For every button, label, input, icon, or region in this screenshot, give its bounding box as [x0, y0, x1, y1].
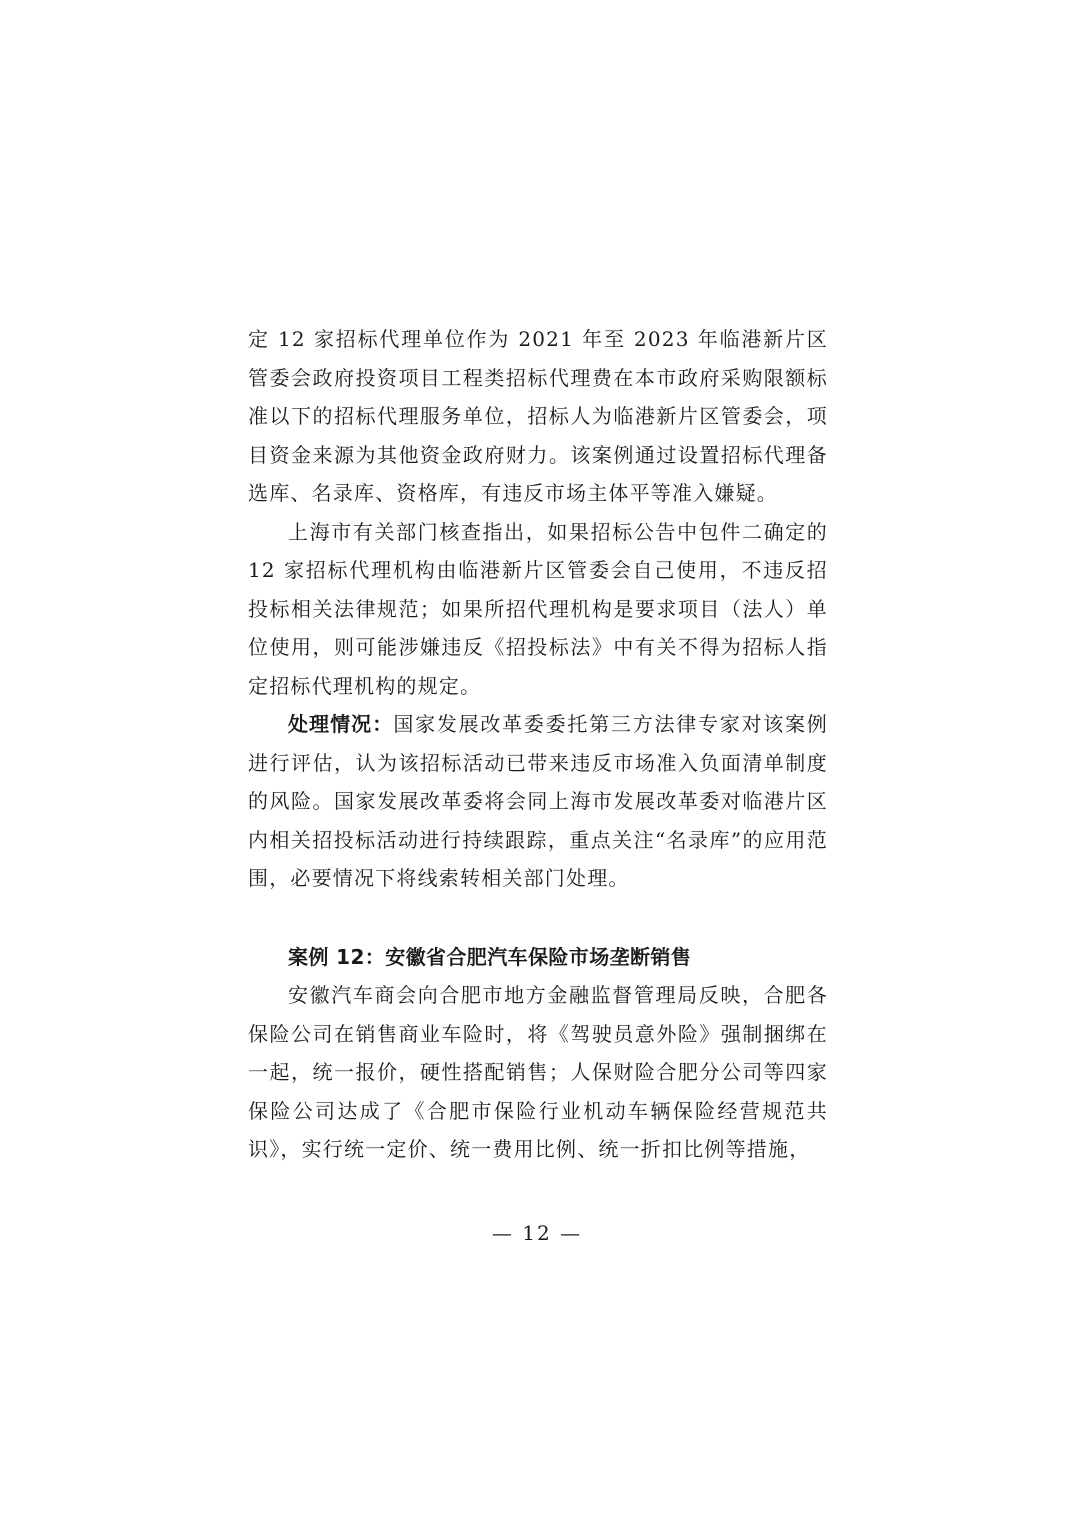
document-body: [248, 320, 828, 1169]
case-heading: 案例 12：安徽省合肥汽车保险市场垄断销售: [288, 944, 692, 969]
handling-lead-label: 处理情况：: [288, 712, 394, 736]
paragraph-continuation: 定 12 家招标代理单位作为 2021 年至 2023 年临港新片区管委会政府投资项目工程类招标代理费在本市政府采购限额标准以下的招标代理服务单位，招标人为临港新片区管委会，项目资金来源为其他资金政府财力。该案例通过设置招标代理备选库、名录库、资格库，有违反市场主体平等准入嫌疑。: [248, 327, 828, 505]
paragraph-verification: 上海市有关部门核查指出，如果招标公告中包件二确定的 12 家招标代理机构由临港新片区管委会自己使用，不违反招投标相关法律规范；如果所招代理机构是要求项目（法人）单位使用，则可能涉嫌违反《招投标法》中有关不得为招标人指定招标代理机构的规定。: [248, 519, 828, 698]
paragraph-case-12: 安徽汽车商会向合肥市地方金融监督管理局反映，合肥各保险公司在销售商业车险时，将《驾驶员意外险》强制捆绑在一起，统一报价，硬性搭配销售；人保财险合肥分公司等四家保险公司达成了《合肥市保险行业机动车辆保险经营规范共识》，实行统一定价、统一费用比例、统一折扣比例等措施，: [248, 983, 828, 1161]
page-number: — 12 —: [491, 1221, 583, 1245]
paragraph-handling: [248, 705, 828, 898]
handling-text: 国家发展改革委委托第三方法律专家对该案例进行评估，认为该招标活动已带来违反市场准入负面清单制度的风险。国家发展改革委将会同上海市发展改革委对临港片区内相关招投标活动进行持续跟踪，重点关注“名录库”的应用范围，必要情况下将线索转相关部门处理。: [248, 712, 828, 890]
